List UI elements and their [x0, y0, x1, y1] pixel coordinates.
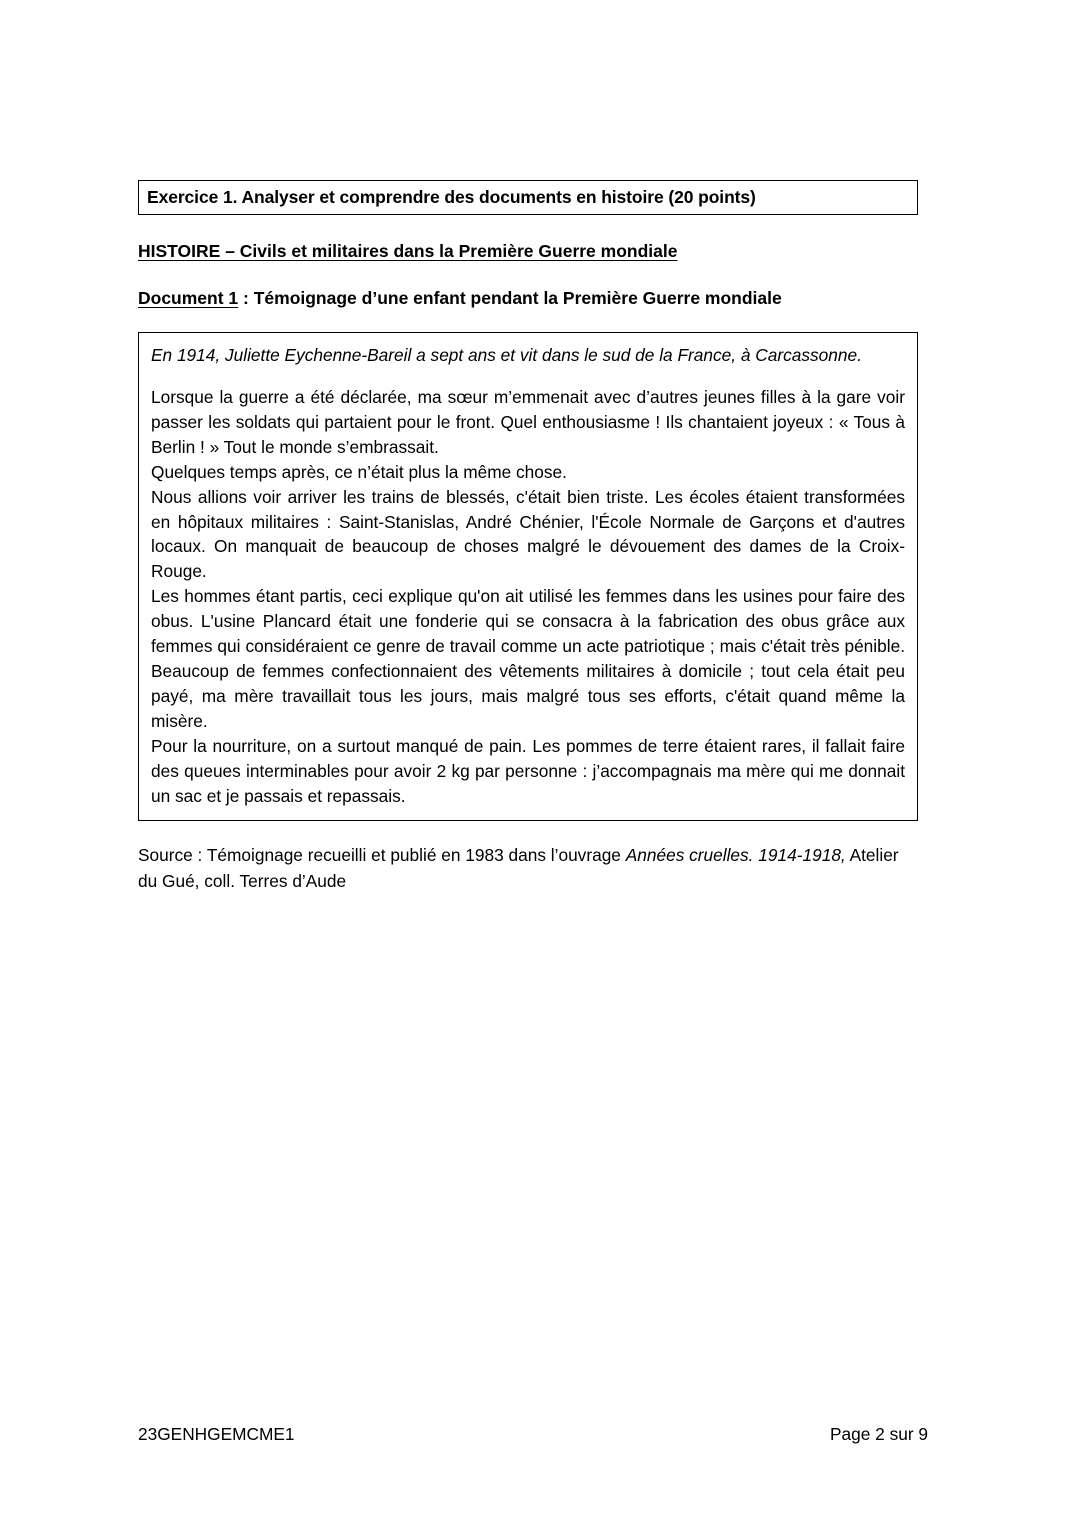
- testimony-paragraph-2: Quelques temps après, ce n’était plus la même chose.: [151, 461, 567, 482]
- testimony-box: [138, 332, 918, 821]
- testimony-intro: En 1914, Juliette Eychenne-Bareil a sept ans et vit dans le sud de la France, à Carcassonne.: [151, 345, 862, 366]
- source-note: [138, 843, 918, 893]
- source-work-title: Années cruelles. 1914-1918,: [625, 845, 846, 866]
- paragraph-spacer: [151, 368, 905, 385]
- page-content: [138, 180, 918, 894]
- document-heading-rest: : Témoignage d’une enfant pendant la Première Guerre mondiale: [238, 288, 782, 309]
- testimony-paragraph-4: Les hommes étant partis, ceci explique qu'on ait utilisé les femmes dans les usines pour faire des obus. L'usine Plancard était une fonderie qui se consacra à la fabrication des obus grâce aux femmes qui considéraient ce genre de travail comme un acte patriotique ; mais c'était très pénible. Beaucoup de femmes confectionnaient des vêtements militaires à domicile ; tout cela était peu payé, ma mère travaillait tous les jours, mais malgré tous ses efforts, c'était quand même la misère.: [151, 586, 905, 731]
- exercise-title: Exercice 1. Analyser et comprendre des documents en histoire (20 points): [147, 187, 756, 207]
- page-footer: [138, 1424, 928, 1445]
- source-suffix: Atelier du Gué, coll. Terres d’Aude: [138, 845, 899, 891]
- document-label: Document 1: [138, 288, 239, 309]
- document-heading: [138, 288, 918, 309]
- footer-exam-code: 23GENHGEMCME1: [138, 1424, 295, 1444]
- testimony-paragraph-5: Pour la nourriture, on a surtout manqué de pain. Les pommes de terre étaient rares, il fallait faire des queues interminables pour avoir 2 kg par personne : j’accompagnais ma mère qui me donnait un sac et je passais et repassais.: [151, 735, 905, 806]
- source-prefix: Source : Témoignage recueilli et publié en 1983 dans l’ouvrage: [138, 845, 626, 866]
- subject-heading: HISTOIRE – Civils et militaires dans la Première Guerre mondiale: [138, 241, 678, 262]
- footer-page-number: Page 2 sur 9: [830, 1424, 928, 1444]
- testimony-paragraph-3: Nous allions voir arriver les trains de blessés, c'était bien triste. Les écoles étaient transformées en hôpitaux militaires : Saint-Stanislas, André Chénier, l'École Normale de Garçons et d'autres locaux. On manquait de beaucoup de choses malgré le dévouement des dames de la Croix-Rouge.: [151, 486, 905, 582]
- exercise-title-box: [138, 180, 918, 215]
- testimony-paragraph-1: Lorsque la guerre a été déclarée, ma sœur m’emmenait avec d’autres jeunes filles à la gare voir passer les soldats qui partaient pour le front. Quel enthousiasme ! Ils chantaient joyeux : « Tous à Berlin ! » Tout le monde s’embrassait.: [151, 387, 905, 457]
